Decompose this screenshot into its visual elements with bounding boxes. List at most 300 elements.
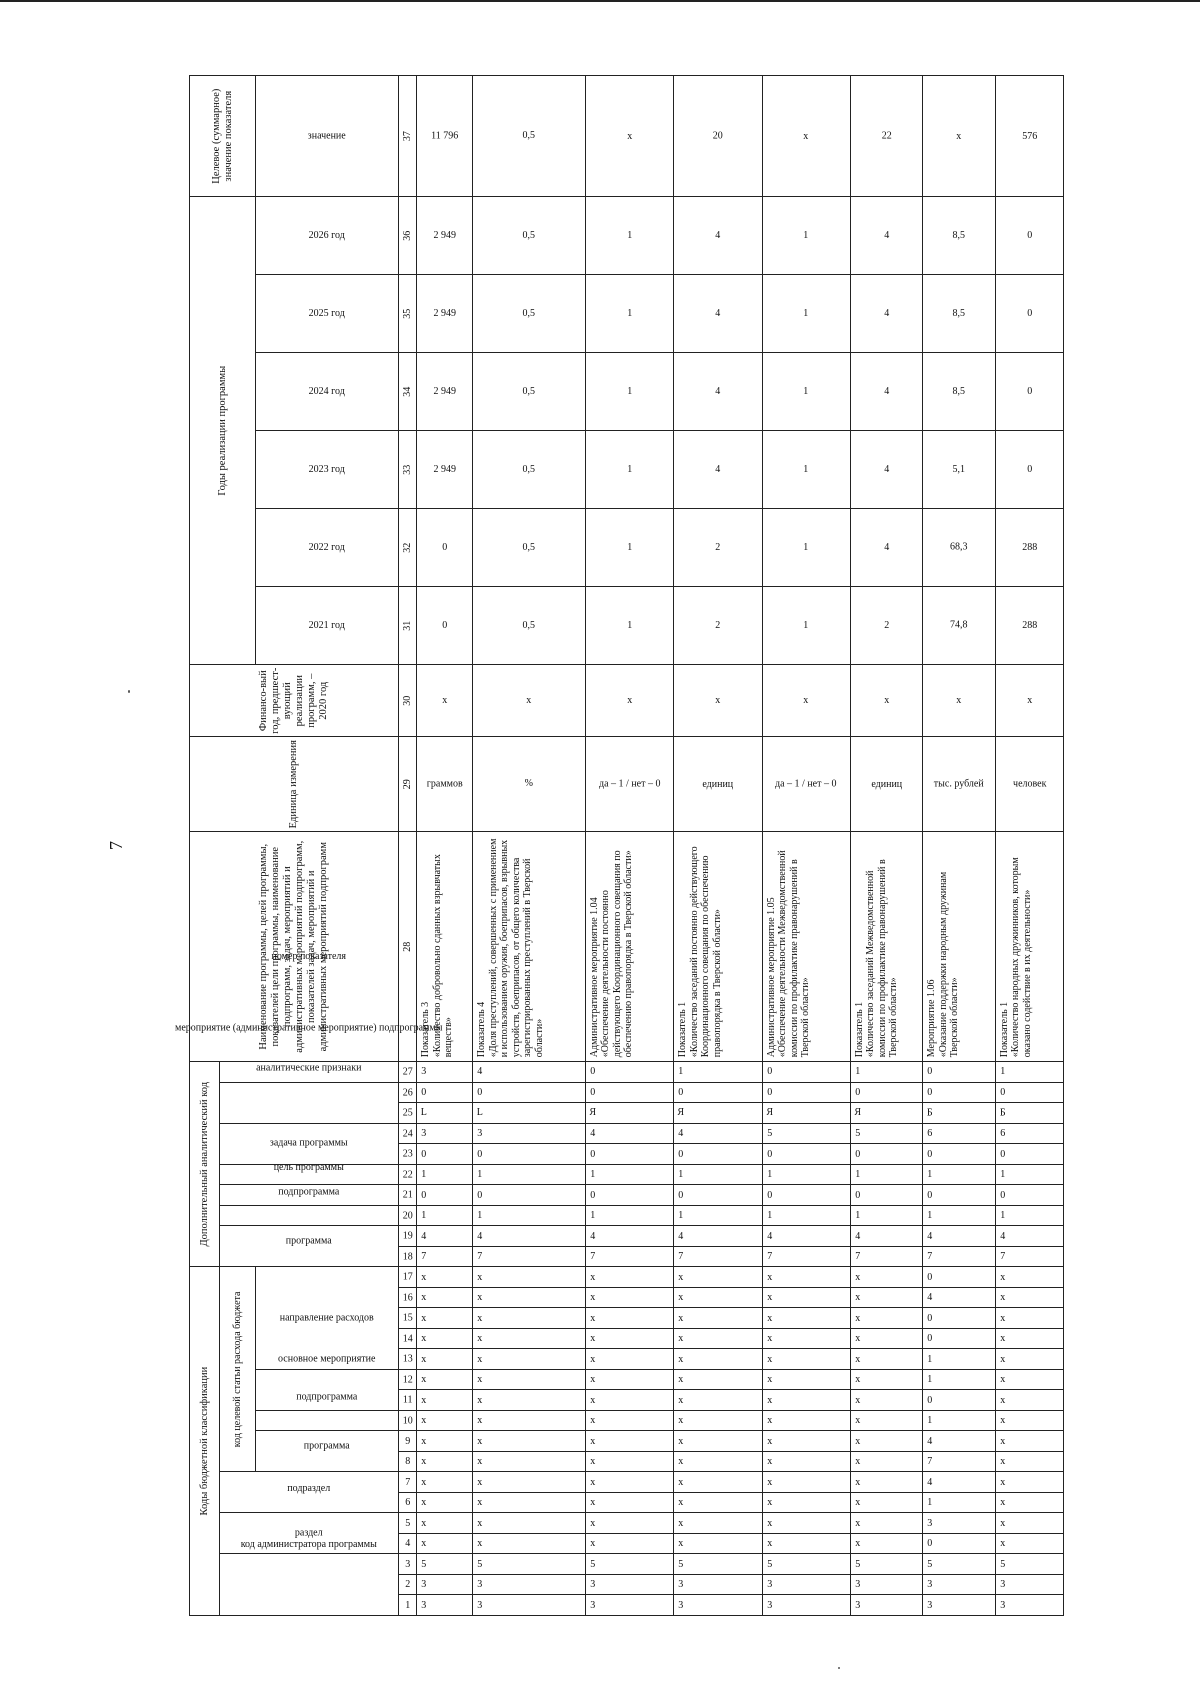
header-fin-year-text: Финансо-вый год, предшест-вующий реализации программ, – 2020 год — [257, 667, 330, 734]
code-digit-text: 3 — [855, 1599, 861, 1611]
header-main-event-text: основное мероприятие — [278, 1353, 376, 1365]
code-digit-text: 1 — [590, 1168, 595, 1180]
row-fin-year — [585, 665, 673, 737]
header-years-group-text: Годы реализации программы — [216, 365, 228, 496]
code-digit-text: х — [999, 1476, 1005, 1488]
code-digit-text: Я — [589, 1107, 596, 1119]
header-y2024 — [256, 353, 399, 431]
code-digit — [417, 1103, 473, 1124]
code-digit — [995, 1144, 1063, 1165]
row-year-value — [850, 197, 922, 275]
row-fin-year — [850, 665, 922, 737]
code-digit — [995, 1431, 1063, 1452]
code-digit-text: 1 — [999, 1209, 1005, 1221]
code-digit-text: 0 — [999, 1086, 1005, 1098]
column-number — [398, 1123, 416, 1144]
code-digit — [995, 1452, 1063, 1473]
header-y2025-text: 2025 год — [309, 307, 346, 319]
code-digit — [674, 1246, 762, 1267]
code-digit — [762, 1534, 850, 1555]
row-year-value-text: 1 — [803, 541, 809, 553]
code-digit-text: х — [421, 1415, 427, 1426]
row-target-value-text: х — [956, 130, 962, 142]
code-digit — [473, 1370, 586, 1391]
row-year-value — [473, 509, 586, 587]
code-digit-text: 0 — [766, 1086, 772, 1098]
code-digit-text: х — [766, 1353, 772, 1365]
column-number-text: 35 — [401, 308, 413, 319]
code-digit-text: Б — [999, 1107, 1006, 1119]
code-digit-text: 4 — [477, 1066, 483, 1078]
code-digit — [995, 1267, 1063, 1288]
code-digit — [674, 1123, 762, 1144]
code-digit — [995, 1513, 1063, 1534]
code-digit-text: х — [421, 1456, 427, 1467]
code-digit — [674, 1472, 762, 1493]
code-digit-text: 1 — [477, 1168, 483, 1180]
column-number-text: 34 — [401, 386, 413, 397]
column-number-text: 19 — [402, 1230, 413, 1242]
code-digit-text: 4 — [590, 1230, 595, 1242]
column-number — [398, 1534, 416, 1555]
code-digit-text: 0 — [927, 1189, 933, 1201]
column-number-text: 9 — [404, 1435, 410, 1447]
code-digit-text: х — [477, 1435, 483, 1447]
row-unit — [995, 737, 1063, 832]
header-y2026-text: 2026 год — [309, 229, 346, 241]
code-digit — [923, 1595, 995, 1616]
header-target-group-text: Целевое (суммарное) значение показателя — [210, 88, 234, 184]
row-year-value — [923, 353, 995, 431]
row-year-value — [473, 431, 586, 509]
code-digit — [995, 1411, 1063, 1432]
column-number-text: 15 — [402, 1312, 413, 1324]
row-year-value-text: 8,5 — [952, 385, 966, 397]
row-year-value-text: 1 — [803, 619, 809, 631]
code-digit-text: 7 — [421, 1250, 427, 1262]
column-number-text: 6 — [404, 1497, 410, 1508]
row-year-value — [473, 587, 586, 665]
header-a-sign — [220, 1062, 399, 1123]
code-digit — [473, 1575, 586, 1596]
header-subprogram-text: подпрограмма — [296, 1392, 358, 1404]
code-digit-text: х — [590, 1456, 595, 1467]
code-digit-text: 1 — [421, 1168, 427, 1180]
header-y2021-text: 2021 год — [309, 619, 346, 631]
header-y2022-text: 2022 год — [309, 541, 346, 553]
code-digit-text: 3 — [999, 1599, 1005, 1611]
code-digit-text: х — [590, 1292, 595, 1303]
code-digit-text: х — [766, 1435, 772, 1447]
code-digit — [850, 1205, 922, 1226]
code-digit — [850, 1513, 922, 1534]
row-unit-text: % — [524, 778, 534, 790]
row-year-value-text: 1 — [626, 307, 632, 319]
row-target-value — [762, 76, 850, 197]
scan-speck — [838, 1667, 840, 1669]
header-y2026 — [256, 197, 399, 275]
row-year-value — [585, 197, 673, 275]
code-digit-text: х — [477, 1333, 483, 1344]
row-year-value-text: 0 — [1026, 463, 1032, 475]
code-digit-text: 6 — [999, 1127, 1005, 1139]
row-year-value-text: 4 — [884, 463, 890, 475]
column-number — [398, 737, 416, 832]
code-digit-text: 7 — [927, 1456, 933, 1467]
code-digit — [585, 1513, 673, 1534]
row-name-text: Административное мероприятие 1.05 «Обеспечение деятельности Межведомственной комиссии по профилактике правонарушений в Тверской области» — [765, 850, 812, 1058]
column-number — [398, 353, 416, 431]
code-digit — [850, 1288, 922, 1309]
header-subsection-text: подраздел — [287, 1483, 331, 1495]
code-digit — [674, 1288, 762, 1309]
code-digit-text: 0 — [855, 1086, 861, 1098]
code-digit — [762, 1205, 850, 1226]
header-a-sign-text: аналитические признаки — [256, 1062, 362, 1074]
code-digit-text: х — [477, 1271, 483, 1283]
row-year-value — [850, 431, 922, 509]
code-digit-text: 5 — [590, 1558, 595, 1570]
code-digit-text: 0 — [590, 1086, 595, 1098]
code-digit — [585, 1226, 673, 1247]
code-digit — [585, 1123, 673, 1144]
header-y2022 — [256, 509, 399, 587]
code-digit-text: 4 — [999, 1230, 1005, 1242]
row-year-value-text: 0 — [1026, 229, 1032, 241]
header-target-article — [220, 1267, 256, 1472]
code-digit-text: 4 — [927, 1292, 933, 1303]
code-digit — [850, 1103, 922, 1124]
header-y2024-text: 2024 год — [309, 385, 346, 397]
code-digit-text: 1 — [766, 1209, 772, 1221]
table-row — [923, 76, 995, 1616]
row-year-value-text: 288 — [1021, 619, 1037, 631]
row-year-value-text: 2 — [715, 541, 721, 553]
code-digit — [417, 1144, 473, 1165]
code-digit — [473, 1144, 586, 1165]
code-digit-text: Б — [927, 1107, 933, 1119]
row-name — [674, 832, 762, 1062]
code-digit — [850, 1493, 922, 1514]
row-year-value — [762, 509, 850, 587]
code-digit — [923, 1062, 995, 1083]
code-digit-text: х — [855, 1271, 861, 1283]
row-year-value-text: 0,5 — [522, 307, 536, 319]
code-digit — [762, 1431, 850, 1452]
code-digit — [674, 1349, 762, 1370]
code-digit-text: 3 — [477, 1127, 483, 1139]
row-year-value — [762, 431, 850, 509]
table-row — [473, 76, 586, 1616]
code-digit-text: 1 — [678, 1066, 684, 1078]
header-analytic-group — [190, 1062, 220, 1267]
row-year-value — [473, 197, 586, 275]
code-digit — [850, 1554, 922, 1575]
column-number — [398, 1164, 416, 1185]
row-year-value — [923, 431, 995, 509]
row-year-value — [923, 587, 995, 665]
code-digit — [585, 1554, 673, 1575]
code-digit-text: х — [766, 1476, 772, 1488]
row-year-value-text: 0 — [442, 619, 448, 631]
code-digit — [674, 1082, 762, 1103]
row-year-value — [995, 431, 1063, 509]
code-digit — [473, 1554, 586, 1575]
column-number — [398, 1472, 416, 1493]
header-admin-code-text: код администратора программы — [240, 1539, 378, 1551]
row-name — [995, 832, 1063, 1062]
code-digit-text: х — [678, 1353, 684, 1365]
code-digit-text: 5 — [421, 1558, 427, 1570]
code-digit — [995, 1390, 1063, 1411]
table-row — [850, 76, 922, 1616]
code-digit — [585, 1472, 673, 1493]
code-digit-text: 0 — [927, 1148, 933, 1160]
code-digit — [850, 1082, 922, 1103]
row-unit — [417, 737, 473, 832]
code-digit — [923, 1472, 995, 1493]
code-digit — [762, 1411, 850, 1432]
column-number-text: 1 — [404, 1599, 410, 1611]
code-digit-text: 1 — [927, 1353, 933, 1365]
row-year-value — [674, 275, 762, 353]
row-target-value — [923, 76, 995, 197]
column-number-text: 17 — [402, 1271, 413, 1283]
code-digit — [585, 1205, 673, 1226]
column-number — [398, 587, 416, 665]
code-digit-text: 1 — [927, 1374, 933, 1385]
code-digit-text: 3 — [590, 1579, 595, 1590]
row-target-value-text: х — [803, 130, 809, 142]
code-digit — [995, 1205, 1063, 1226]
code-digit — [674, 1144, 762, 1165]
row-year-value-text: 1 — [626, 541, 632, 553]
column-number-text: 24 — [402, 1127, 413, 1139]
code-digit — [585, 1493, 673, 1514]
code-digit-text: х — [590, 1415, 595, 1426]
row-year-value-text: 1 — [626, 619, 632, 631]
table-row — [417, 76, 473, 1616]
code-digit-text: х — [766, 1538, 772, 1549]
row-name — [585, 832, 673, 1062]
code-digit — [674, 1164, 762, 1185]
column-number-text: 28 — [401, 941, 413, 952]
code-digit-text: х — [999, 1435, 1005, 1447]
code-digit-text: х — [590, 1353, 595, 1365]
code-digit-text: 0 — [590, 1148, 595, 1160]
code-digit-text: х — [678, 1517, 684, 1529]
code-digit-text: 1 — [678, 1209, 684, 1221]
code-digit-text: х — [477, 1538, 483, 1549]
code-digit — [923, 1390, 995, 1411]
code-digit-text: х — [766, 1312, 772, 1324]
header-a-event-text: мероприятие (административное мероприятие) подпрограммы — [175, 1022, 443, 1034]
code-digit-text: х — [999, 1271, 1005, 1283]
code-digit-text: х — [855, 1435, 861, 1447]
row-target-value-text: 576 — [1021, 130, 1037, 142]
code-digit-text: х — [999, 1538, 1005, 1549]
code-digit-text: х — [421, 1435, 427, 1447]
row-unit-text: человек — [1012, 778, 1046, 790]
header-row-1 — [190, 76, 220, 1616]
code-digit — [762, 1493, 850, 1514]
column-number — [398, 1226, 416, 1247]
code-digit — [674, 1205, 762, 1226]
code-digit-text: 0 — [855, 1189, 861, 1201]
row-name-text: Административное мероприятие 1.04 «Обеспечение деятельности постоянно действующего Координационного совещания по обеспечению правопорядка в Тверской области» — [588, 850, 635, 1058]
column-number-text: 8 — [404, 1456, 410, 1467]
code-digit — [923, 1534, 995, 1555]
column-number — [398, 1308, 416, 1329]
code-digit — [923, 1288, 995, 1309]
row-year-value-text: 2 949 — [433, 385, 456, 397]
code-digit — [417, 1226, 473, 1247]
code-digit-text: 7 — [477, 1250, 483, 1262]
header-unit-text: Единица измерения — [287, 740, 299, 829]
code-digit-text: х — [421, 1333, 427, 1344]
column-number-text: 21 — [402, 1189, 413, 1201]
code-digit — [585, 1267, 673, 1288]
column-number-text: 20 — [402, 1209, 413, 1221]
code-digit-text: х — [678, 1497, 684, 1508]
code-digit-text: х — [590, 1333, 595, 1344]
row-year-value-text: 68,3 — [950, 541, 968, 553]
code-digit — [923, 1575, 995, 1596]
header-target-value — [256, 76, 399, 197]
code-digit — [417, 1472, 473, 1493]
code-digit-text: 1 — [927, 1497, 933, 1508]
code-digit-text: 5 — [766, 1558, 772, 1570]
code-digit — [674, 1390, 762, 1411]
row-fin-year — [923, 665, 995, 737]
column-number — [398, 1246, 416, 1267]
row-year-value-text: 0,5 — [522, 541, 536, 553]
row-year-value-text: 8,5 — [952, 307, 966, 319]
code-digit — [762, 1513, 850, 1534]
column-number — [398, 509, 416, 587]
code-digit-text: х — [477, 1292, 483, 1303]
code-digit-text: 1 — [855, 1066, 861, 1078]
code-digit — [674, 1431, 762, 1452]
code-digit — [417, 1267, 473, 1288]
column-number — [398, 1554, 416, 1575]
row-year-value — [674, 197, 762, 275]
code-digit-text: х — [855, 1394, 861, 1406]
column-number — [398, 275, 416, 353]
code-digit — [674, 1185, 762, 1206]
code-digit — [850, 1411, 922, 1432]
code-digit-text: 7 — [766, 1250, 772, 1262]
code-digit-text: х — [855, 1374, 861, 1385]
header-codes-group — [190, 1267, 220, 1616]
code-digit — [473, 1595, 586, 1616]
code-digit — [674, 1452, 762, 1473]
row-year-value-text: 4 — [884, 229, 890, 241]
table-row — [674, 76, 762, 1616]
code-digit-text: 7 — [855, 1250, 861, 1262]
column-number-text: 12 — [402, 1374, 413, 1385]
scan-speck — [128, 690, 130, 693]
header-a-goal-text: цель программы — [273, 1161, 345, 1173]
row-year-value-text: 2 — [715, 619, 721, 631]
row-fin-year — [473, 665, 586, 737]
code-digit — [923, 1493, 995, 1514]
row-year-value-text: 1 — [803, 229, 809, 241]
row-name-text: Показатель 3 «Количество добровольно сданных взрывчатых веществ» — [420, 854, 454, 1058]
code-digit-text: х — [855, 1353, 861, 1365]
column-number-text: 5 — [404, 1517, 410, 1529]
row-year-value — [995, 353, 1063, 431]
row-year-value-text: 2 949 — [433, 463, 456, 475]
program-table — [175, 75, 1064, 1616]
row-target-value-text: х — [626, 130, 632, 142]
code-digit-text: 0 — [927, 1394, 933, 1406]
column-number — [398, 1411, 416, 1432]
code-digit — [473, 1267, 586, 1288]
header-a-program-text: программа — [286, 1235, 332, 1247]
code-digit-text: х — [477, 1415, 483, 1426]
code-digit-text: х — [590, 1374, 595, 1385]
code-digit-text: х — [678, 1333, 684, 1344]
row-year-value — [995, 587, 1063, 665]
row-year-value — [850, 353, 922, 431]
row-year-value — [850, 275, 922, 353]
row-year-value-text: 0 — [442, 541, 448, 553]
row-year-value-text: 288 — [1021, 541, 1037, 553]
code-digit-text: х — [477, 1497, 483, 1508]
code-digit — [585, 1246, 673, 1267]
code-digit-text: х — [678, 1292, 684, 1303]
row-year-value-text: 4 — [715, 385, 721, 397]
code-digit — [417, 1308, 473, 1329]
code-digit — [850, 1308, 922, 1329]
code-digit-text: 3 — [678, 1579, 684, 1590]
column-number — [398, 1575, 416, 1596]
code-digit-text: 7 — [999, 1250, 1005, 1262]
code-digit-text: х — [477, 1374, 483, 1385]
code-digit — [762, 1554, 850, 1575]
row-year-value-text: 4 — [884, 307, 890, 319]
row-target-value-text: 20 — [712, 130, 723, 142]
code-digit-text: х — [999, 1415, 1005, 1426]
code-digit-text: 3 — [590, 1599, 595, 1611]
column-number — [398, 1062, 416, 1083]
row-year-value-text: 1 — [626, 229, 632, 241]
code-digit — [995, 1123, 1063, 1144]
code-digit — [674, 1267, 762, 1288]
code-digit — [923, 1308, 995, 1329]
code-digit-text: 1 — [678, 1168, 684, 1180]
code-digit-text: х — [421, 1497, 427, 1508]
code-digit-text: х — [855, 1333, 861, 1344]
code-digit-text: 0 — [766, 1189, 772, 1201]
code-digit-text: 1 — [766, 1168, 772, 1180]
code-digit — [674, 1103, 762, 1124]
code-digit-text: х — [421, 1374, 427, 1385]
code-digit — [674, 1513, 762, 1534]
code-digit-text: х — [766, 1415, 772, 1426]
code-digit-text: х — [678, 1374, 684, 1385]
code-digit — [762, 1329, 850, 1350]
code-digit-text: х — [590, 1394, 595, 1406]
column-number-text: 23 — [402, 1148, 413, 1160]
row-name-text: Показатель 1 «Количество заседаний Межведомственной комиссии по профилактике правонарушений в Тверской области» — [853, 859, 900, 1058]
code-digit — [995, 1472, 1063, 1493]
row-fin-year-text: х — [884, 694, 890, 706]
code-digit — [762, 1595, 850, 1616]
code-digit-text: х — [421, 1292, 427, 1303]
code-digit — [923, 1349, 995, 1370]
